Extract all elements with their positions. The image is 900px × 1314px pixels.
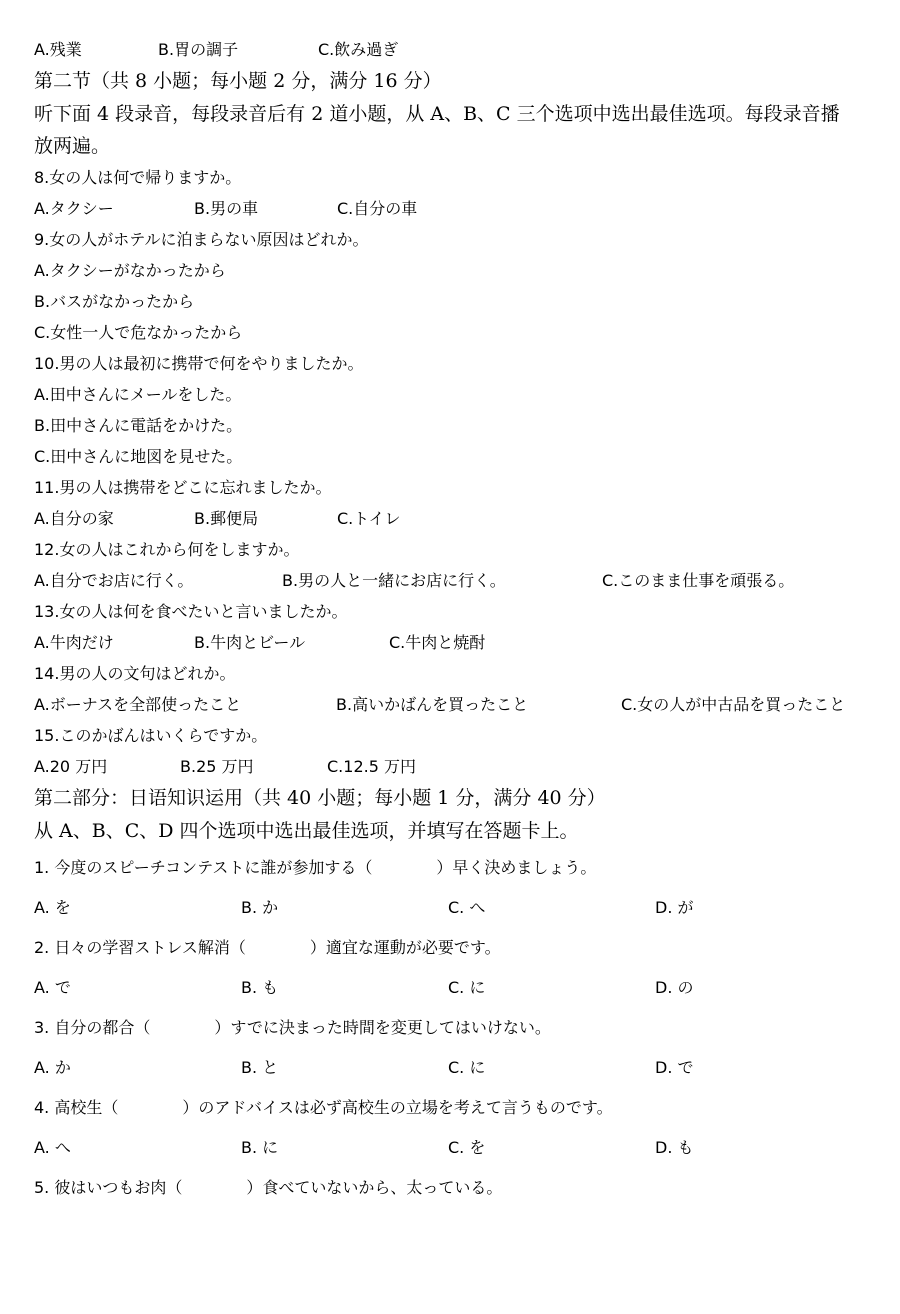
grammar-question-5: 5. 彼はいつもお肉（ ）食べていないから、太っている。 (34, 1178, 503, 1197)
option-a: A.タクシー (34, 199, 114, 218)
q8-options (34, 193, 864, 224)
q12-options (34, 565, 864, 596)
option-a: A.自分の家 (34, 509, 114, 528)
option-b: B. も (241, 978, 279, 997)
part2-title: 第二部分：日语知识运用（共 40 小题；每小题 1 分，满分 40 分） (34, 787, 606, 809)
option-c: C. に (448, 978, 486, 997)
option-c: C.牛肉と焼酎 (389, 633, 486, 652)
grammar-question-3: 3. 自分の都合（ ）すでに決まった時間を変更してはいけない。 (34, 1018, 551, 1037)
option-a: A.20 万円 (34, 757, 108, 776)
option-a: A. へ (34, 1138, 71, 1157)
option-d: D. で (655, 1058, 694, 1077)
option-b: B.高いかばんを買ったこと (336, 695, 529, 714)
question-12: 12.女の人はこれから何をしますか。 (34, 540, 300, 559)
option-b: B.バスがなかったから (34, 292, 195, 311)
question-9: 9.女の人がホテルに泊まらない原因はどれか。 (34, 230, 369, 249)
option-a: A.田中さんにメールをした。 (34, 385, 242, 404)
grammar-q2-options (34, 968, 864, 1008)
option-a: A. か (34, 1058, 71, 1077)
option-c: C. へ (448, 898, 486, 917)
grammar-question-2: 2. 日々の学習ストレス解消（ ）適宜な運動が必要です。 (34, 938, 501, 957)
option-b: B.胃の調子 (158, 40, 239, 59)
q13-options (34, 627, 864, 658)
q14-options (34, 689, 864, 720)
option-c: C.飲み過ぎ (318, 40, 399, 59)
question-13: 13.女の人は何を食べたいと言いましたか。 (34, 602, 348, 621)
option-b: B.郵便局 (194, 509, 259, 528)
option-a: A.タクシーがなかったから (34, 261, 226, 280)
q15-options (34, 751, 864, 782)
q7-options (34, 34, 864, 65)
section2-title: 第二节（共 8 小题；每小题 2 分，满分 16 分） (34, 70, 442, 92)
option-b: B. と (241, 1058, 279, 1077)
option-a: A.ボーナスを全部使ったこと (34, 695, 242, 714)
question-8: 8.女の人は何で帰りますか。 (34, 168, 242, 187)
option-a: A. で (34, 978, 71, 997)
question-10: 10.男の人は最初に携帯で何をやりましたか。 (34, 354, 364, 373)
option-c: C. を (448, 1138, 486, 1157)
option-a: A.牛肉だけ (34, 633, 114, 652)
option-c: C.女の人が中古品を買ったこと (621, 695, 846, 714)
section2-instructions: 听下面 4 段录音，每段录音后有 2 道小题，从 A、B、C 三个选项中选出最佳选项。每段录音播放两遍。 (34, 103, 840, 157)
option-b: B. か (241, 898, 279, 917)
part2-instructions: 从 A、B、C、D 四个选项中选出最佳选项，并填写在答题卡上。 (34, 820, 579, 842)
option-b: B.男の人と一緒にお店に行く。 (282, 571, 506, 590)
option-c: C.このまま仕事を頑張る。 (602, 571, 795, 590)
grammar-q1-options (34, 888, 864, 928)
option-c: C.女性一人で危なかったから (34, 323, 243, 342)
option-c: C.田中さんに地図を見せた。 (34, 447, 243, 466)
option-b: B.牛肉とビール (194, 633, 306, 652)
question-11: 11.男の人は携帯をどこに忘れましたか。 (34, 478, 332, 497)
option-b: B. に (241, 1138, 279, 1157)
grammar-question-4: 4. 高校生（ ）のアドバイスは必ず高校生の立場を考えて言うものです。 (34, 1098, 613, 1117)
question-15: 15.このかばんはいくらですか。 (34, 726, 268, 745)
grammar-q3-options (34, 1048, 864, 1088)
option-a: A. を (34, 898, 71, 917)
option-d: D. も (655, 1138, 694, 1157)
option-d: D. が (655, 898, 694, 917)
option-d: D. の (655, 978, 694, 997)
option-c: C.自分の車 (337, 199, 418, 218)
option-b: B.田中さんに電話をかけた。 (34, 416, 243, 435)
option-b: B.25 万円 (180, 757, 254, 776)
q11-options (34, 503, 864, 534)
option-a: A.残業 (34, 40, 82, 59)
option-c: C.12.5 万円 (327, 757, 416, 776)
option-c: C. に (448, 1058, 486, 1077)
exam-page (34, 34, 864, 1208)
option-c: C.トイレ (337, 509, 401, 528)
grammar-q4-options (34, 1128, 864, 1168)
option-b: B.男の車 (194, 199, 259, 218)
grammar-question-1: 1. 今度のスピーチコンテストに誰が参加する（ ）早く決めましょう。 (34, 858, 597, 877)
question-14: 14.男の人の文句はどれか。 (34, 664, 236, 683)
option-a: A.自分でお店に行く。 (34, 571, 194, 590)
